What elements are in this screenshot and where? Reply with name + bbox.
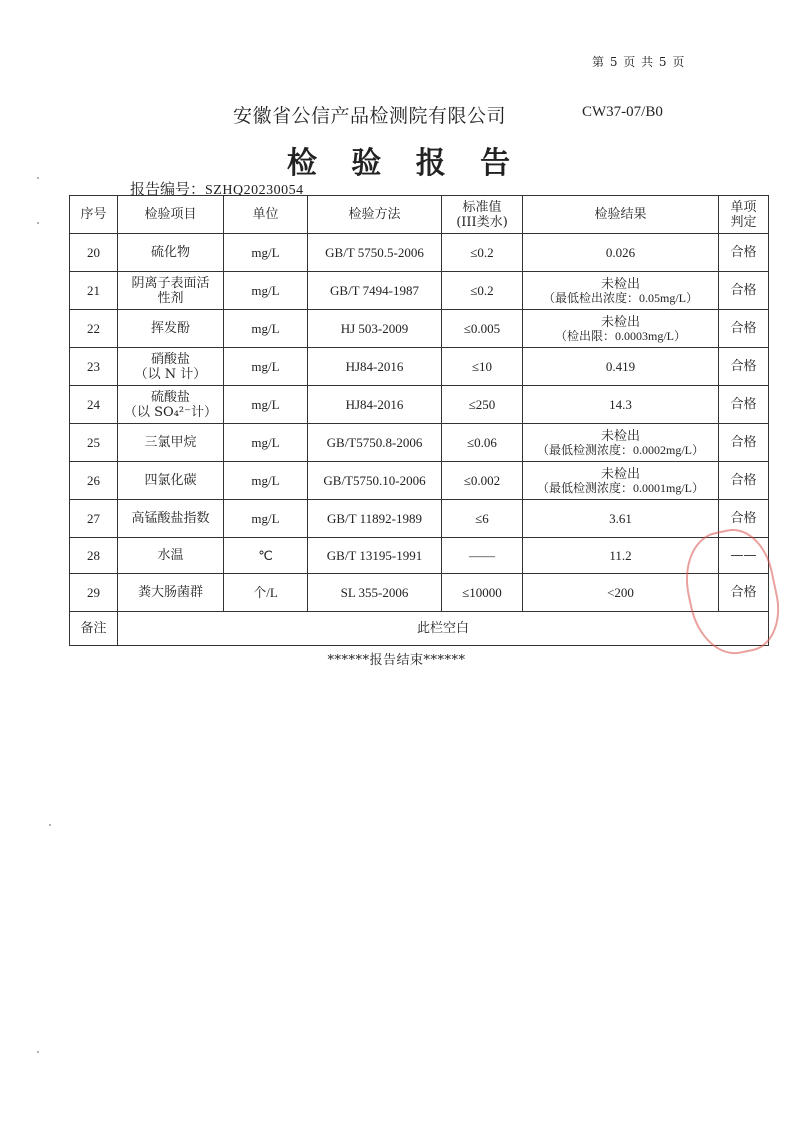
row-result-note: （最低检测浓度：0.0002mg/L）	[537, 442, 704, 457]
row-item-label: 硝酸盐	[150, 351, 190, 367]
row-result-value: 未检出	[600, 465, 640, 481]
row-item	[118, 272, 224, 310]
table-row	[70, 500, 769, 538]
row-item-label: 高锰酸盐指数	[131, 511, 210, 526]
header-judgment	[719, 196, 769, 234]
row-item-label: 挥发酚	[150, 321, 190, 336]
row-result	[523, 424, 719, 462]
header-item: 检验项目	[118, 196, 224, 234]
row-judgment: 合格	[719, 500, 769, 538]
row-result-value: 14.3	[609, 397, 632, 412]
row-item	[118, 462, 224, 500]
row-result-value: 未检出	[600, 313, 640, 329]
row-method: HJ84-2016	[308, 348, 442, 386]
row-result	[523, 234, 719, 272]
document-code: CW37-07/B0	[582, 104, 663, 120]
row-unit: ℃	[224, 538, 308, 574]
header-standard-line2: (III类水)	[456, 214, 508, 230]
row-method: GB/T 13195-1991	[308, 538, 442, 574]
row-unit: mg/L	[224, 500, 308, 538]
row-judgment: 合格	[719, 462, 769, 500]
row-seq: 25	[70, 424, 118, 462]
row-standard: ≤0.2	[442, 234, 523, 272]
row-seq: 20	[70, 234, 118, 272]
row-result-value: <200	[607, 585, 634, 600]
table-row	[70, 386, 769, 424]
row-item-label: 硫化物	[150, 245, 190, 260]
row-method: GB/T5750.8-2006	[308, 424, 442, 462]
remarks-label: 备注	[70, 612, 118, 646]
row-standard: ≤0.005	[442, 310, 523, 348]
page-number: 第 5 页 共 5 页	[592, 55, 686, 69]
row-result	[523, 272, 719, 310]
row-standard: ——	[442, 538, 523, 574]
remarks-row	[70, 612, 769, 646]
row-item-label: 粪大肠菌群	[137, 585, 203, 600]
row-item-label: 硫酸盐	[150, 389, 190, 405]
report-number-label: 报告编号：	[130, 180, 206, 198]
row-judgment: 合格	[719, 386, 769, 424]
row-judgment: 合格	[719, 348, 769, 386]
table-row	[70, 424, 769, 462]
row-judgment: 合格	[719, 234, 769, 272]
row-standard: ≤250	[442, 386, 523, 424]
row-result-value: 11.2	[609, 548, 632, 563]
row-unit: mg/L	[224, 386, 308, 424]
remarks-value: 此栏空白	[118, 612, 769, 646]
row-method: HJ 503-2009	[308, 310, 442, 348]
row-seq: 27	[70, 500, 118, 538]
row-seq: 22	[70, 310, 118, 348]
row-item-note: （以 SO₄²⁻计）	[124, 404, 217, 420]
row-item-label: 水温	[157, 548, 184, 563]
row-item	[118, 574, 224, 612]
row-item-label: 四氯化碳	[144, 473, 197, 488]
header-standard-line1: 标准值	[462, 199, 502, 215]
header-seq: 序号	[70, 196, 118, 234]
row-seq: 24	[70, 386, 118, 424]
table-row	[70, 462, 769, 500]
row-unit: 个/L	[224, 574, 308, 612]
row-result	[523, 310, 719, 348]
row-unit: mg/L	[224, 310, 308, 348]
page-title: 检 验 报 告	[286, 146, 523, 181]
row-seq: 26	[70, 462, 118, 500]
row-seq: 29	[70, 574, 118, 612]
row-result	[523, 500, 719, 538]
row-method: GB/T 5750.5-2006	[308, 234, 442, 272]
row-result-value: 0.026	[605, 245, 636, 260]
row-method: GB/T 11892-1989	[308, 500, 442, 538]
row-result	[523, 386, 719, 424]
row-method: GB/T5750.10-2006	[308, 462, 442, 500]
row-item	[118, 386, 224, 424]
row-item	[118, 500, 224, 538]
row-item	[118, 424, 224, 462]
row-standard: ≤0.06	[442, 424, 523, 462]
row-unit: mg/L	[224, 348, 308, 386]
row-item	[118, 234, 224, 272]
row-result-value: 0.419	[605, 359, 636, 374]
row-item	[118, 310, 224, 348]
header-method: 检验方法	[308, 196, 442, 234]
table-row	[70, 272, 769, 310]
header-judgment-line1: 单项	[730, 199, 757, 215]
row-seq: 28	[70, 538, 118, 574]
row-seq: 21	[70, 272, 118, 310]
inspection-table	[69, 195, 769, 646]
header-result: 检验结果	[523, 196, 719, 234]
row-judgment: 合格	[719, 272, 769, 310]
row-result-value: 3.61	[609, 511, 632, 526]
row-item-label: 阴离子表面活性剂	[131, 275, 210, 306]
row-standard: ≤6	[442, 500, 523, 538]
row-unit: mg/L	[224, 234, 308, 272]
header-unit: 单位	[224, 196, 308, 234]
table-row	[70, 538, 769, 574]
row-result-note: （检出限：0.0003mg/L）	[555, 328, 686, 343]
row-seq: 23	[70, 348, 118, 386]
header-judgment-line2: 判定	[730, 214, 757, 230]
row-judgment: 合格	[719, 310, 769, 348]
row-judgment: 合格	[719, 574, 769, 612]
row-unit: mg/L	[224, 272, 308, 310]
row-method: GB/T 7494-1987	[308, 272, 442, 310]
report-number: SZHQ20230054	[205, 183, 304, 198]
row-standard: ≤10	[442, 348, 523, 386]
row-standard: ≤0.002	[442, 462, 523, 500]
row-result	[523, 348, 719, 386]
header-standard	[442, 196, 523, 234]
row-result	[523, 462, 719, 500]
row-result-note: （最低检测浓度：0.0001mg/L）	[537, 480, 704, 495]
row-result-value: 未检出	[600, 427, 640, 443]
row-item	[118, 348, 224, 386]
row-judgment: ——	[719, 538, 769, 574]
table-header-row	[70, 196, 769, 234]
row-standard: ≤0.2	[442, 272, 523, 310]
table-row	[70, 574, 769, 612]
table-row	[70, 234, 769, 272]
row-method: HJ84-2016	[308, 386, 442, 424]
row-item	[118, 538, 224, 574]
row-result-value: 未检出	[600, 275, 640, 291]
row-standard: ≤10000	[442, 574, 523, 612]
row-result-note: （最低检出浓度：0.05mg/L）	[543, 290, 698, 305]
row-judgment: 合格	[719, 424, 769, 462]
organization-name: 安徽省公信产品检测院有限公司	[233, 105, 507, 127]
table-row	[70, 348, 769, 386]
row-item-note: （以 N 计）	[134, 366, 207, 382]
table-row	[70, 310, 769, 348]
row-item-label: 三氯甲烷	[144, 435, 197, 450]
row-unit: mg/L	[224, 424, 308, 462]
row-method: SL 355-2006	[308, 574, 442, 612]
report-end-note: ******报告结束******	[327, 653, 466, 668]
row-unit: mg/L	[224, 462, 308, 500]
